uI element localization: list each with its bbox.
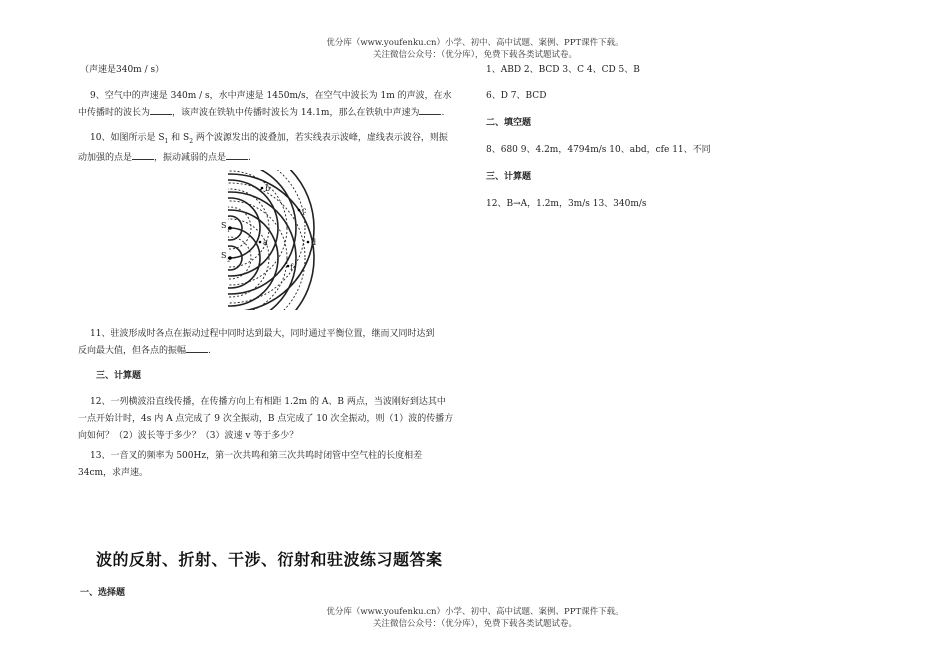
answer-calc: 12、B→A，1.2m，3m/s 13、340m/s (486, 199, 647, 209)
page-footer (0, 606, 950, 630)
q11-text-a: 反向最大值，但各点的振幅 (78, 346, 187, 356)
point-f-dot (287, 265, 290, 268)
footer-line-1: 优分库（www.youfenku.cn）小学、初中、高中试题、案例、PPT课件下载。 (326, 607, 624, 617)
q10-text-d: 动加强的点是 (78, 152, 133, 163)
label-f: f (290, 263, 293, 272)
point-d-dot (307, 241, 310, 244)
footer-line-2: 关注微信公众号：（优分库），免费下载各类试题试卷。 (372, 619, 577, 629)
label-b: b (265, 184, 271, 193)
section-fill-heading: 二、填空题 (486, 118, 532, 128)
q9-line-2 (78, 105, 478, 122)
q13-line-1: 13、一音叉的频率为 500Hz，第一次共鸣和第三次共鸣时闭管中空气柱的长度相差 (90, 451, 423, 461)
question-10 (78, 130, 478, 167)
q10-blank-2 (226, 150, 248, 160)
q9-line-1: 9、空气中的声速是 340m / s，水中声速是 1450m/s，在空气中波长为 1m 的声波，在水 (90, 91, 452, 101)
interference-figure (218, 170, 336, 310)
q11-line-2 (78, 343, 478, 360)
q12-line-3: 向如何？（2）波长等于多少？（3）波速 v 等于多少？ (78, 431, 299, 441)
q11-blank-1 (186, 343, 208, 353)
q12-line-1: 12、一列横波沿直线传播，在传播方向上有相距 1.2m 的 A、B 两点，当波刚好到达其中 (90, 397, 446, 407)
sound-speed-note: （声速是340m / s） (80, 65, 165, 75)
q10-line-1 (78, 130, 478, 150)
question-9 (78, 88, 478, 122)
answer-fill: 8、680 9、4.2m，4794m/s 10、abd，cfe 11、不同 (486, 145, 711, 155)
point-a-dot (259, 241, 262, 244)
question-13 (78, 448, 478, 482)
q13-line-2: 34cm，求声速。 (78, 468, 149, 478)
label-s1-sub: 1 (227, 228, 231, 234)
q11-line-1: 11、驻波形成时各点在振动过程中同时达到最大，同时通过平衡位置，继而又同时达到 (90, 329, 435, 339)
q9-text-a: 中传播时的波长为 (78, 108, 151, 118)
point-c-dot (298, 209, 301, 212)
q10-line-2 (78, 150, 478, 167)
q10-text-b: 和 S (168, 133, 190, 143)
label-a: a (263, 238, 268, 247)
label-s2: S (221, 251, 227, 260)
q10-text-c: 两个波源发出的波叠加，若实线表示波峰，虚线表示波谷，则振 (193, 133, 448, 143)
q10-text-a: 10、如图所示是 S (90, 133, 165, 143)
q9-blank-2 (419, 105, 441, 115)
label-s1: S (221, 221, 227, 230)
label-d: d (311, 238, 317, 247)
q9-blank-1 (150, 105, 172, 115)
point-b-dot (261, 187, 264, 190)
label-c: c (302, 206, 307, 215)
label-s2-sub: 2 (227, 258, 231, 264)
header-line-2: 关注微信公众号：（优分库），免费下载各类试题试卷。 (372, 50, 577, 60)
page-header (0, 37, 950, 61)
section-calc-answers-heading: 三、计算题 (486, 172, 532, 182)
q10-blank-1 (132, 150, 154, 160)
q9-text-b: ，该声波在铁轨中传播时波长为 14.1m，那么在铁轨中声速为 (172, 108, 420, 118)
q10-text-f: . (248, 152, 251, 163)
answer-title: 波的反射、折射、干涉、衍射和驻波练习题答案 (96, 550, 443, 569)
section-choice-heading: 一、选择题 (80, 588, 126, 598)
section-calc-heading: 三、计算题 (96, 371, 142, 381)
q10-sub-1: 1 (164, 137, 169, 145)
question-12 (78, 394, 478, 445)
question-11 (78, 326, 478, 360)
q10-text-e: ，振动减弱的点是 (154, 152, 227, 163)
answer-choice-line-1: 1、ABD 2、BCD 3、C 4、CD 5、B (486, 65, 640, 75)
answer-choice-line-2: 6、D 7、BCD (486, 91, 547, 101)
header-line-1: 优分库（www.youfenku.cn）小学、初中、高中试题、案例、PPT课件下载。 (326, 38, 624, 48)
q12-line-2: 一点开始计时，4s 内 A 点完成了 9 次全振动，B 点完成了 10 次全振动，则（1）波的传播方 (78, 414, 454, 424)
q11-text-b: . (208, 346, 211, 356)
q10-sub-2: 2 (189, 137, 194, 145)
q9-text-c: . (441, 108, 445, 118)
